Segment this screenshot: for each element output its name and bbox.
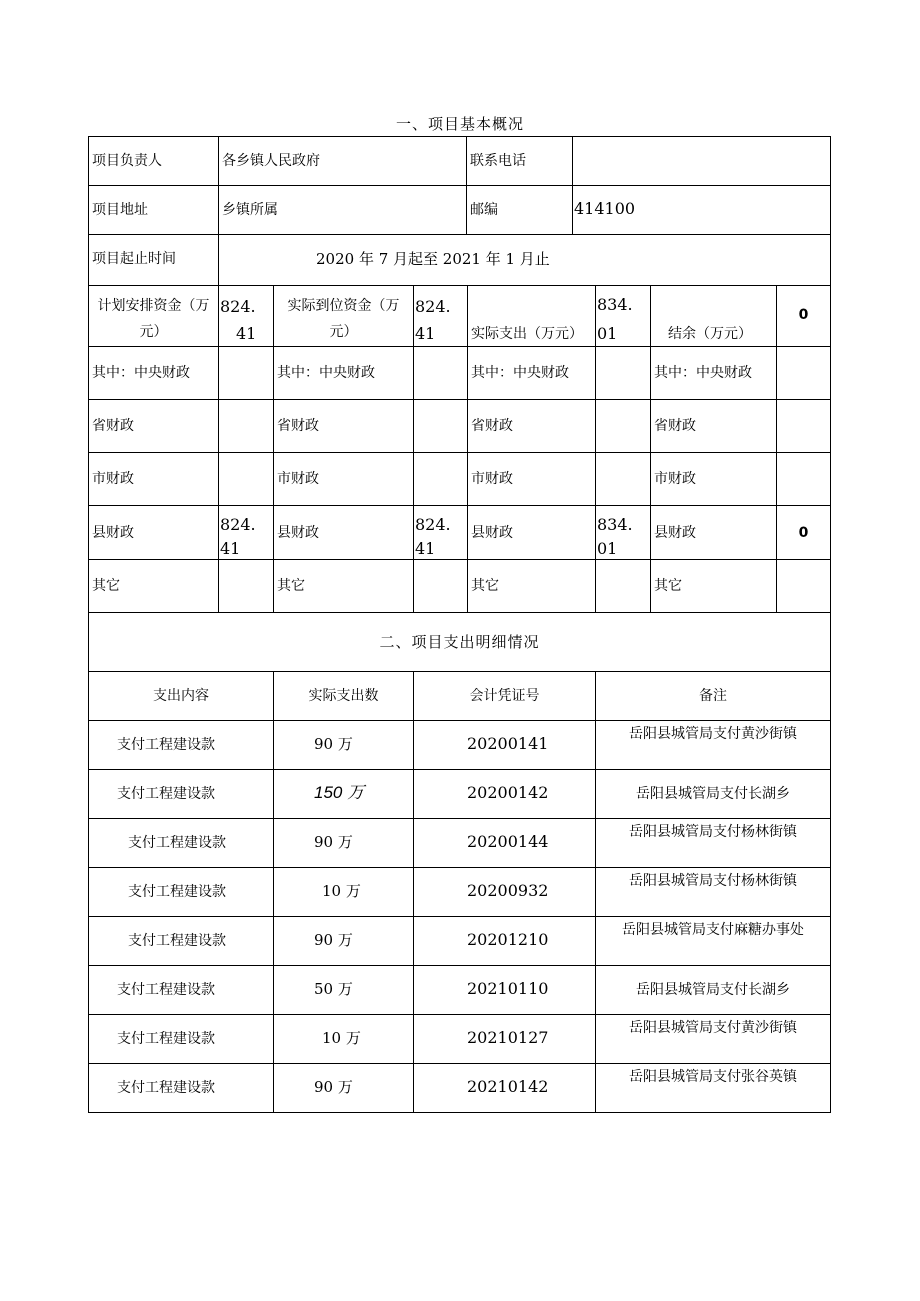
other-label: 其它	[654, 578, 682, 594]
detail-voucher: 20200932	[467, 881, 549, 900]
period-label: 项目起止时间	[92, 251, 176, 267]
detail-content: 支付工程建设款	[117, 1031, 215, 1047]
phone-label: 联系电话	[470, 153, 526, 169]
col-line	[650, 285, 651, 612]
spent-label: 实际支出（万元）	[471, 326, 583, 342]
county-received-line1: 824.	[415, 515, 451, 534]
row-line	[88, 916, 831, 917]
table-border-left	[88, 136, 89, 1113]
detail-note: 岳阳县城管局支付长湖乡	[636, 982, 790, 998]
header-amount: 实际支出数	[308, 688, 379, 704]
row-line	[88, 234, 831, 235]
detail-amount: 50 万	[314, 980, 353, 998]
balance-label: 结余（万元）	[668, 326, 752, 342]
header-voucher: 会计凭证号	[469, 688, 540, 704]
row-line	[88, 559, 831, 560]
row-line	[88, 769, 831, 770]
detail-amount: 90 万	[314, 931, 353, 949]
col-line	[776, 285, 777, 612]
col-line	[218, 285, 219, 612]
row-line	[88, 505, 831, 506]
col-line	[218, 136, 219, 235]
table-border-bottom	[88, 1112, 831, 1113]
detail-amount: 90 万	[314, 1078, 353, 1096]
province-label: 省财政	[277, 418, 319, 434]
address-label: 项目地址	[92, 202, 148, 218]
planned-label-line2: 元）	[139, 324, 168, 340]
central-label: 其中：中央财政	[92, 365, 190, 381]
col-line	[466, 136, 467, 235]
row-line	[88, 399, 831, 400]
row-line	[88, 1014, 831, 1015]
other-label: 其它	[471, 578, 499, 594]
row-line	[88, 818, 831, 819]
detail-content: 支付工程建设款	[128, 884, 226, 900]
detail-note: 岳阳县城管局支付黄沙街镇	[629, 1020, 797, 1036]
header-content: 支出内容	[153, 688, 209, 704]
row-line	[88, 720, 831, 721]
county-label: 县财政	[277, 525, 319, 541]
city-label: 市财政	[654, 471, 696, 487]
postcode-label: 邮编	[470, 202, 498, 218]
province-label: 省财政	[654, 418, 696, 434]
detail-amount: 10 万	[322, 882, 361, 900]
received-value-line2: 41	[415, 324, 436, 343]
table-border-top	[88, 136, 831, 137]
row-line	[88, 612, 831, 613]
province-label: 省财政	[471, 418, 513, 434]
county-label: 县财政	[654, 525, 696, 541]
central-label: 其中：中央财政	[654, 365, 752, 381]
county-label: 县财政	[471, 525, 513, 541]
county-spent-line1: 834.	[597, 515, 633, 534]
planned-value-line2: 41	[236, 324, 257, 343]
leader-value: 各乡镇人民政府	[222, 153, 320, 169]
detail-voucher: 20210127	[467, 1028, 549, 1047]
col-line	[218, 234, 219, 285]
header-note: 备注	[699, 688, 727, 704]
table-border-right	[830, 136, 831, 1113]
detail-content: 支付工程建设款	[117, 786, 215, 802]
detail-content: 支付工程建设款	[117, 737, 215, 753]
other-label: 其它	[277, 578, 305, 594]
county-planned-line2: 41	[220, 539, 241, 558]
col-line	[467, 285, 468, 612]
section1-title: 一、项目基本概况	[395, 115, 524, 133]
county-spent-line2: 01	[597, 539, 618, 558]
detail-amount: 150 万	[314, 783, 365, 802]
col-line	[273, 671, 274, 1113]
spent-value-line1: 834.	[597, 295, 633, 314]
balance-value: 0	[798, 307, 809, 323]
county-planned-line1: 824.	[220, 515, 256, 534]
detail-note: 岳阳县城管局支付长湖乡	[636, 786, 790, 802]
central-label: 其中：中央财政	[471, 365, 569, 381]
city-label: 市财政	[471, 471, 513, 487]
detail-voucher: 20200142	[467, 783, 549, 802]
row-line	[88, 867, 831, 868]
detail-content: 支付工程建设款	[128, 933, 226, 949]
detail-note: 岳阳县城管局支付黄沙街镇	[629, 726, 797, 742]
address-value: 乡镇所属	[222, 202, 278, 218]
col-line	[413, 285, 414, 612]
detail-amount: 90 万	[314, 833, 353, 851]
county-balance-value: 0	[798, 525, 809, 541]
col-line	[572, 136, 573, 235]
row-line	[88, 285, 831, 286]
leader-label: 项目负责人	[92, 153, 162, 169]
detail-content: 支付工程建设款	[117, 1080, 215, 1096]
detail-amount: 90 万	[314, 735, 353, 753]
row-line	[88, 671, 831, 672]
county-label: 县财政	[92, 525, 134, 541]
city-label: 市财政	[92, 471, 134, 487]
detail-voucher: 20200141	[467, 734, 549, 753]
detail-note: 岳阳县城管局支付张谷英镇	[629, 1069, 797, 1085]
detail-content: 支付工程建设款	[128, 835, 226, 851]
row-line	[88, 346, 831, 347]
detail-voucher: 20210142	[467, 1077, 549, 1096]
period-value: 2020 年 7 月起至 2021 年 1 月止	[316, 250, 550, 268]
detail-voucher: 20201210	[467, 930, 549, 949]
detail-content: 支付工程建设款	[117, 982, 215, 998]
col-line	[595, 285, 596, 612]
detail-note: 岳阳县城管局支付麻糖办事处	[622, 922, 804, 938]
detail-note: 岳阳县城管局支付杨林街镇	[629, 873, 797, 889]
col-line	[413, 671, 414, 1113]
planned-value-line1: 824.	[220, 297, 256, 316]
detail-note: 岳阳县城管局支付杨林街镇	[629, 824, 797, 840]
city-label: 市财政	[277, 471, 319, 487]
section2-title: 二、项目支出明细情况	[379, 633, 540, 651]
county-received-line2: 41	[415, 539, 436, 558]
other-label: 其它	[92, 578, 120, 594]
province-label: 省财政	[92, 418, 134, 434]
spent-value-line2: 01	[597, 324, 618, 343]
detail-voucher: 20200144	[467, 832, 549, 851]
row-line	[88, 1063, 831, 1064]
received-label-line2: 元）	[329, 324, 358, 340]
central-label: 其中：中央财政	[277, 365, 375, 381]
planned-label-line1: 计划安排资金（万	[97, 298, 210, 314]
detail-amount: 10 万	[322, 1029, 361, 1047]
row-line	[88, 185, 831, 186]
row-line	[88, 965, 831, 966]
received-label-line1: 实际到位资金（万	[287, 298, 400, 314]
postcode-value: 414100	[574, 199, 636, 218]
detail-voucher: 20210110	[467, 979, 549, 998]
received-value-line1: 824.	[415, 297, 451, 316]
row-line	[88, 452, 831, 453]
